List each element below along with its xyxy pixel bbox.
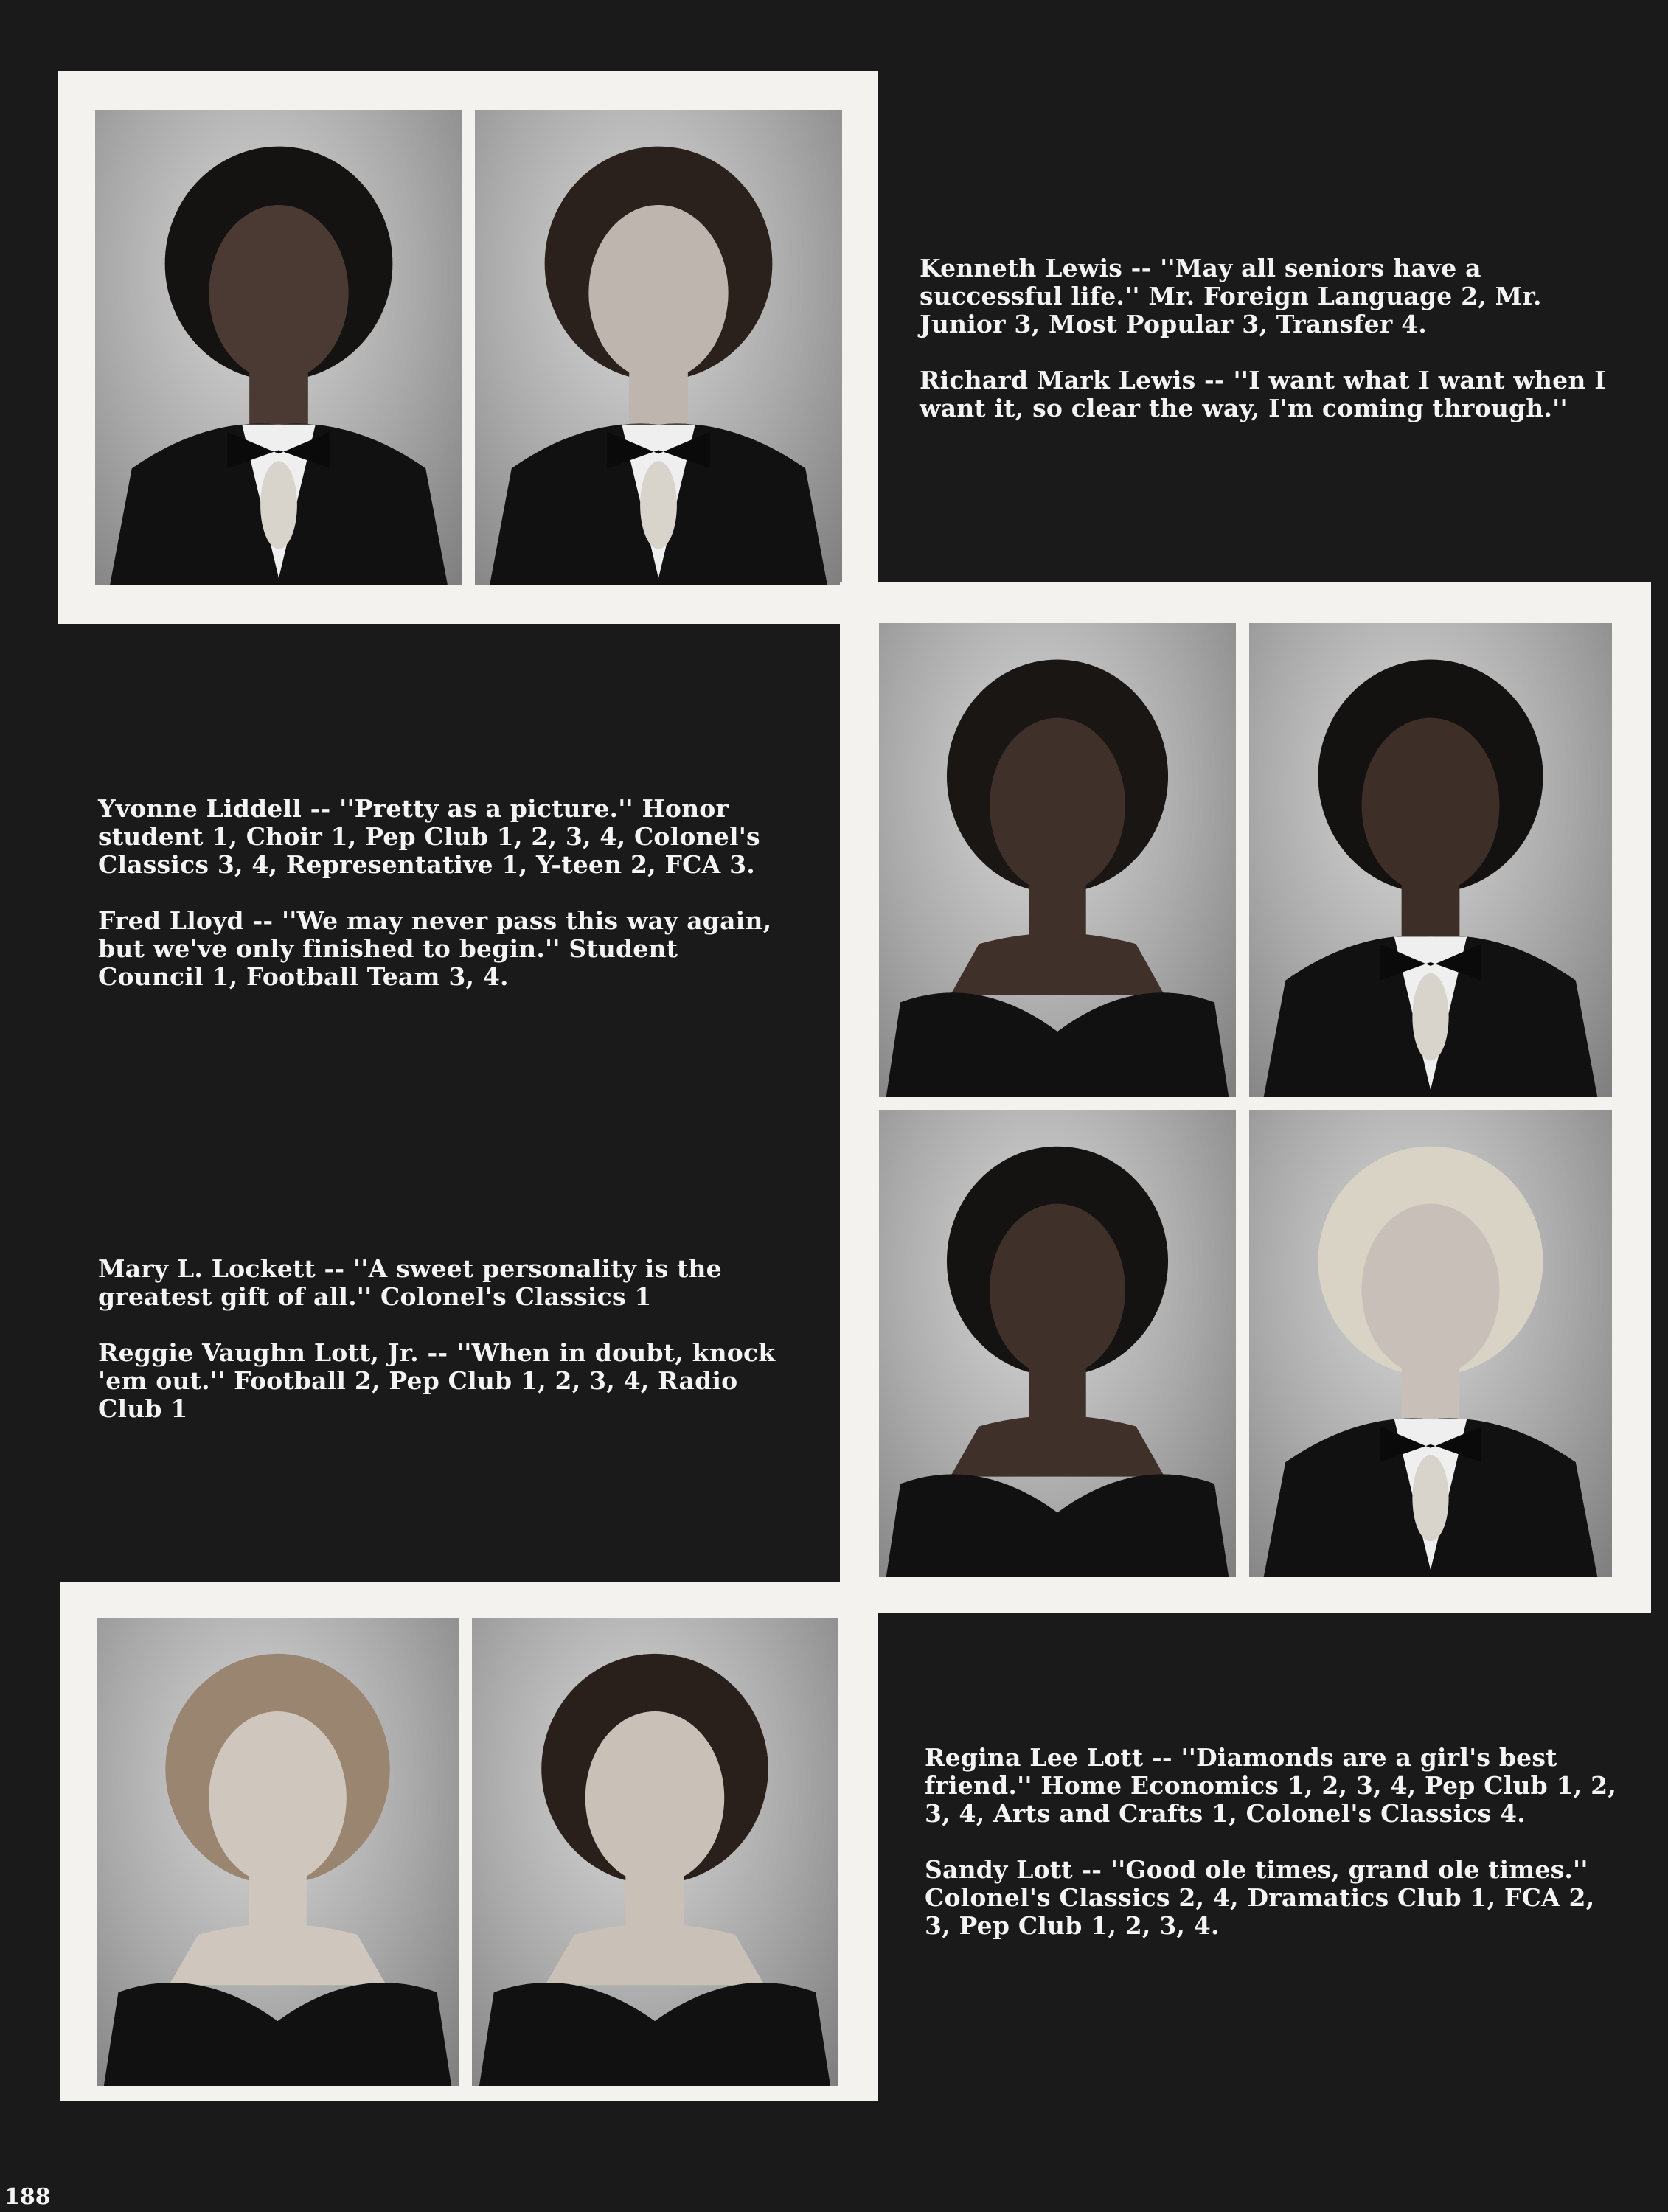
portrait-reggie-vaughn-lott: [1249, 1110, 1612, 1577]
portrait-silhouette: [475, 110, 842, 585]
portrait-richard-mark-lewis: [475, 110, 842, 585]
bio-fred-lloyd: Fred Lloyd -- ''We may never pass this way again, but we've only finished to begin.'' Student Council 1, Football Team 3, 4.: [98, 906, 772, 991]
bio-block-top: [920, 254, 1613, 422]
portrait-silhouette: [95, 110, 462, 585]
bio-yvonne-liddell: Yvonne Liddell -- ''Pretty as a picture.'' Honor student 1, Choir 1, Pep Club 1, 2, 3, 4, Colonel's Classics 3, 4, Representative 1, Y-teen 2, FCA 3.: [98, 794, 760, 879]
portrait-yvonne-liddell: [879, 623, 1236, 1097]
portrait-sandy-lott: [472, 1618, 838, 2086]
portrait-silhouette: [97, 1618, 459, 2086]
bio-mary-l-lockett: Mary L. Lockett -- ''A sweet personality is the greatest gift of all.'' Colonel's Classics 1: [98, 1254, 722, 1311]
bio-block-middle-1: [98, 795, 791, 991]
bio-regina-lee-lott: Regina Lee Lott -- ''Diamonds are a girl's best friend.'' Home Economics 1, 2, 3, 4, Pep Club 1, 2, 3, 4, Arts and Crafts 1, Colonel's Classics 4.: [925, 1743, 1617, 1828]
portrait-silhouette: [472, 1618, 838, 2086]
bio-block-middle-2: [98, 1255, 791, 1423]
portrait-fred-lloyd: [1249, 623, 1612, 1097]
bio-reggie-vaughn-lott: Reggie Vaughn Lott, Jr. -- ''When in doubt, knock 'em out.'' Football 2, Pep Club 1, 2, 3, 4, Radio Club 1: [98, 1338, 776, 1423]
portrait-kenneth-lewis: [95, 110, 462, 585]
portrait-silhouette: [879, 1110, 1236, 1577]
portrait-silhouette: [879, 623, 1236, 1097]
bio-kenneth-lewis: Kenneth Lewis -- ''May all seniors have a successful life.'' Mr. Foreign Language 2, Mr. Junior 3, Most Popular 3, Transfer 4.: [920, 254, 1542, 338]
portrait-regina-lee-lott: [97, 1618, 459, 2086]
bio-sandy-lott: Sandy Lott -- ''Good ole times, grand ole times.'' Colonel's Classics 2, 4, Dramatics Club 1, FCA 2, 3, Pep Club 1, 2, 3, 4.: [925, 1855, 1595, 1940]
bio-block-bottom: [925, 1744, 1618, 1940]
portrait-silhouette: [1249, 1110, 1612, 1577]
bio-richard-mark-lewis: Richard Mark Lewis -- ''I want what I want when I want it, so clear the way, I'm coming through.'': [920, 366, 1606, 422]
portrait-silhouette: [1249, 623, 1612, 1097]
page-number: 188: [4, 2184, 51, 2210]
portrait-mary-l-lockett: [879, 1110, 1236, 1577]
